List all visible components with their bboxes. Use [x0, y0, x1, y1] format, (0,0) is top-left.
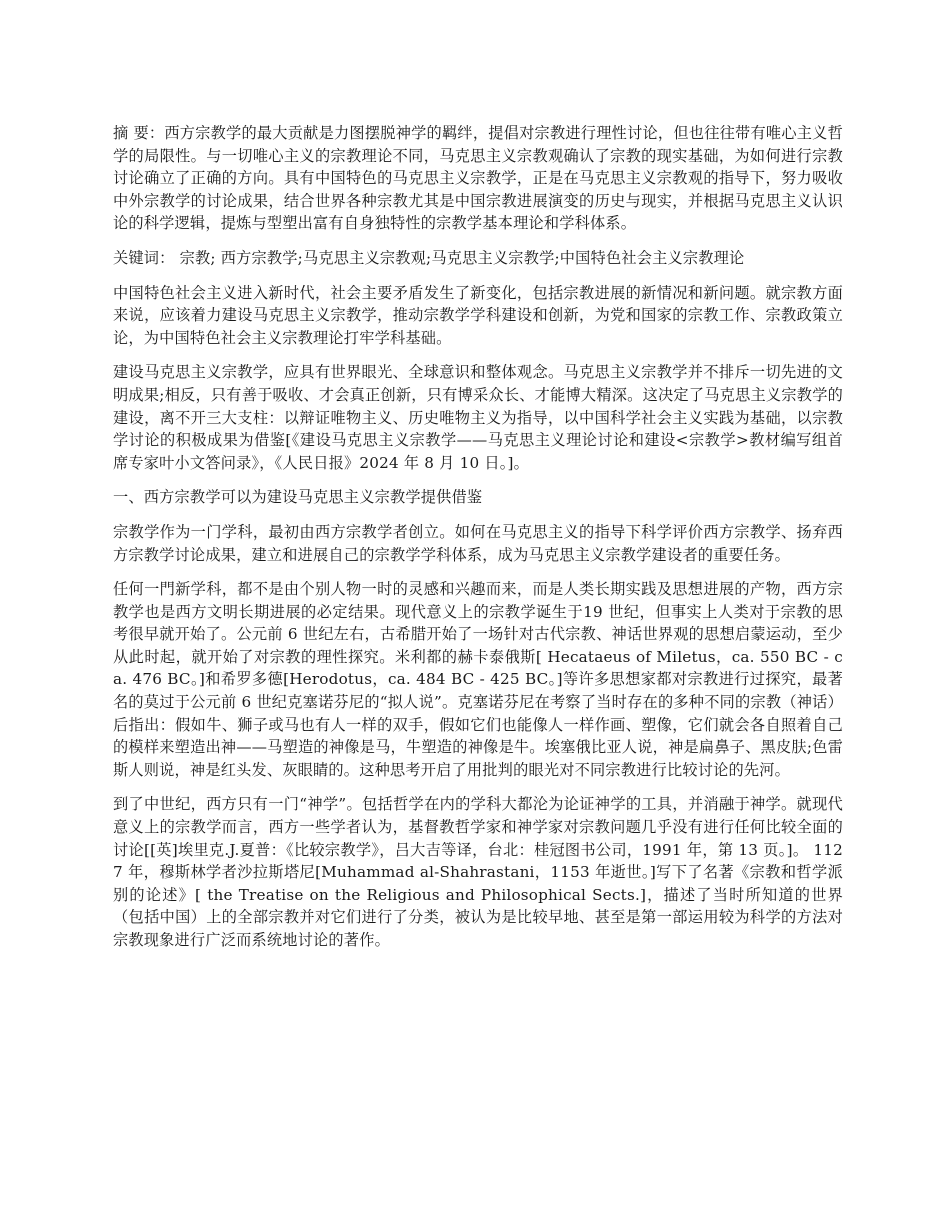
- body-paragraph-3: 宗教学作为一门学科，最初由西方宗教学者创立。如何在马克思主义的指导下科学评价西方宗教学、扬弃西方宗教学讨论成果，建立和进展自己的宗教学学科体系，成为马克思主义宗教学建设者的重要任务。: [113, 522, 843, 564]
- body-paragraph-5: 到了中世纪，西方只有一门“神学”。包括哲学在内的学科大都沦为论证神学的工具，并消融于神学。就现代意义上的宗教学而言，西方一些学者认为，基督教哲学家和神学家对宗教问题几乎没有进行任何比较全面的讨论[[英]埃里克.J.夏普：《比较宗教学》，吕大吉等译，台北：桂冠图书公司，1991 年，第 13 页。]。 1127 年，穆斯林学者沙拉斯塔尼[Muhammad al-Shahrastani，1153 年逝世。]写下了名著《宗教和哲学派别的论述》[ the Treatise on the Religious and Philosophical Sects.]，描述了当时所知道的世界（包括中国）上的全部宗教并对它们进行了分类，被认为是比较早地、甚至是第一部运用较为科学的方法对宗教现象进行广泛而系统地讨论的著作。: [113, 795, 843, 949]
- keywords-paragraph: 关键词： 宗教; 西方宗教学;马克思主义宗教观;马克思主义宗教学;中国特色社会主义宗教理论: [113, 248, 745, 267]
- body-paragraph-1: 中国特色社会主义进入新时代，社会主要矛盾发生了新变化，包括宗教进展的新情况和新问题。就宗教方面来说，应该着力建设马克思主义宗教学，推动宗教学学科建设和创新，为党和国家的宗教工作、宗教政策立论，为中国特色社会主义宗教理论打牢学科基础。: [113, 283, 843, 347]
- abstract-paragraph: 摘 要：西方宗教学的最大贡献是力图摆脱神学的羁绊，提倡对宗教进行理性讨论，但也往往带有唯心主义哲学的局限性。与一切唯心主义的宗教理论不同，马克思主义宗教观确认了宗教的现实基础，为如何进行宗教讨论确立了正确的方向。具有中国特色的马克思主义宗教学，正是在马克思主义宗教观的指导下，努力吸收中外宗教学的讨论成果，结合世界各种宗教尤其是中国宗教进展演变的历史与现实，并根据马克思主义认识论的科学逻辑，提炼与型塑出富有自身独特性的宗教学基本理论和学科体系。: [113, 124, 843, 233]
- body-paragraph-2: 建设马克思主义宗教学，应具有世界眼光、全球意识和整体观念。马克思主义宗教学并不排斥一切先进的文明成果;相反，只有善于吸收、才会真正创新，只有博采众长、才能博大精深。这决定了马克思主义宗教学的建设，离不开三大支柱：以辩证唯物主义、历史唯物主义为指导，以中国科学社会主义实践为基础，以宗教学讨论的积极成果为借鉴[《建设马克思主义宗教学——马克思主义理论讨论和建设<宗教学>教材编写组首席专家叶小文答问录》，《人民日报》2024 年 8 月 10 日。]。: [113, 363, 843, 472]
- section-heading: 一、西方宗教学可以为建设马克思主义宗教学提供借鉴: [113, 488, 483, 507]
- document-body: [113, 122, 843, 964]
- body-paragraph-4: 任何一門新学科，都不是由个别人物一时的灵感和兴趣而来，而是人类长期实践及思想进展的产物，西方宗教学也是西方文明长期进展的必定结果。现代意义上的宗教学诞生于19 世纪，但事实上人类对于宗教的思考很早就开始了。公元前 6 世纪左右，古希腊开始了一场针对古代宗教、神话世界观的思想启蒙运动，至少从此时起，就开始了对宗教的理性探究。米利都的赫卡泰俄斯[ Hecataeus of Miletus，ca. 550 BC - ca. 476 BC。]和希罗多德[Herodotus，ca. 484 BC - 425 BC。]等许多思想家都对宗教进行过探究，最著名的莫过于公元前 6 世纪克塞诺芬尼的“拟人说”。克塞诺芬尼在考察了当时存在的多种不同的宗教（神话）后指出：假如牛、狮子或马也有人一样的双手，假如它们也能像人一样作画、塑像，它们就会各自照着自己的模样来塑造出神——马塑造的神像是马，牛塑造的神像是牛。埃塞俄比亚人说，神是扁鼻子、黑皮肤;色雷斯人则说，神是红头发、灰眼睛的。这种思考开启了用批判的眼光对不同宗教进行比较讨论的先河。: [113, 580, 843, 779]
